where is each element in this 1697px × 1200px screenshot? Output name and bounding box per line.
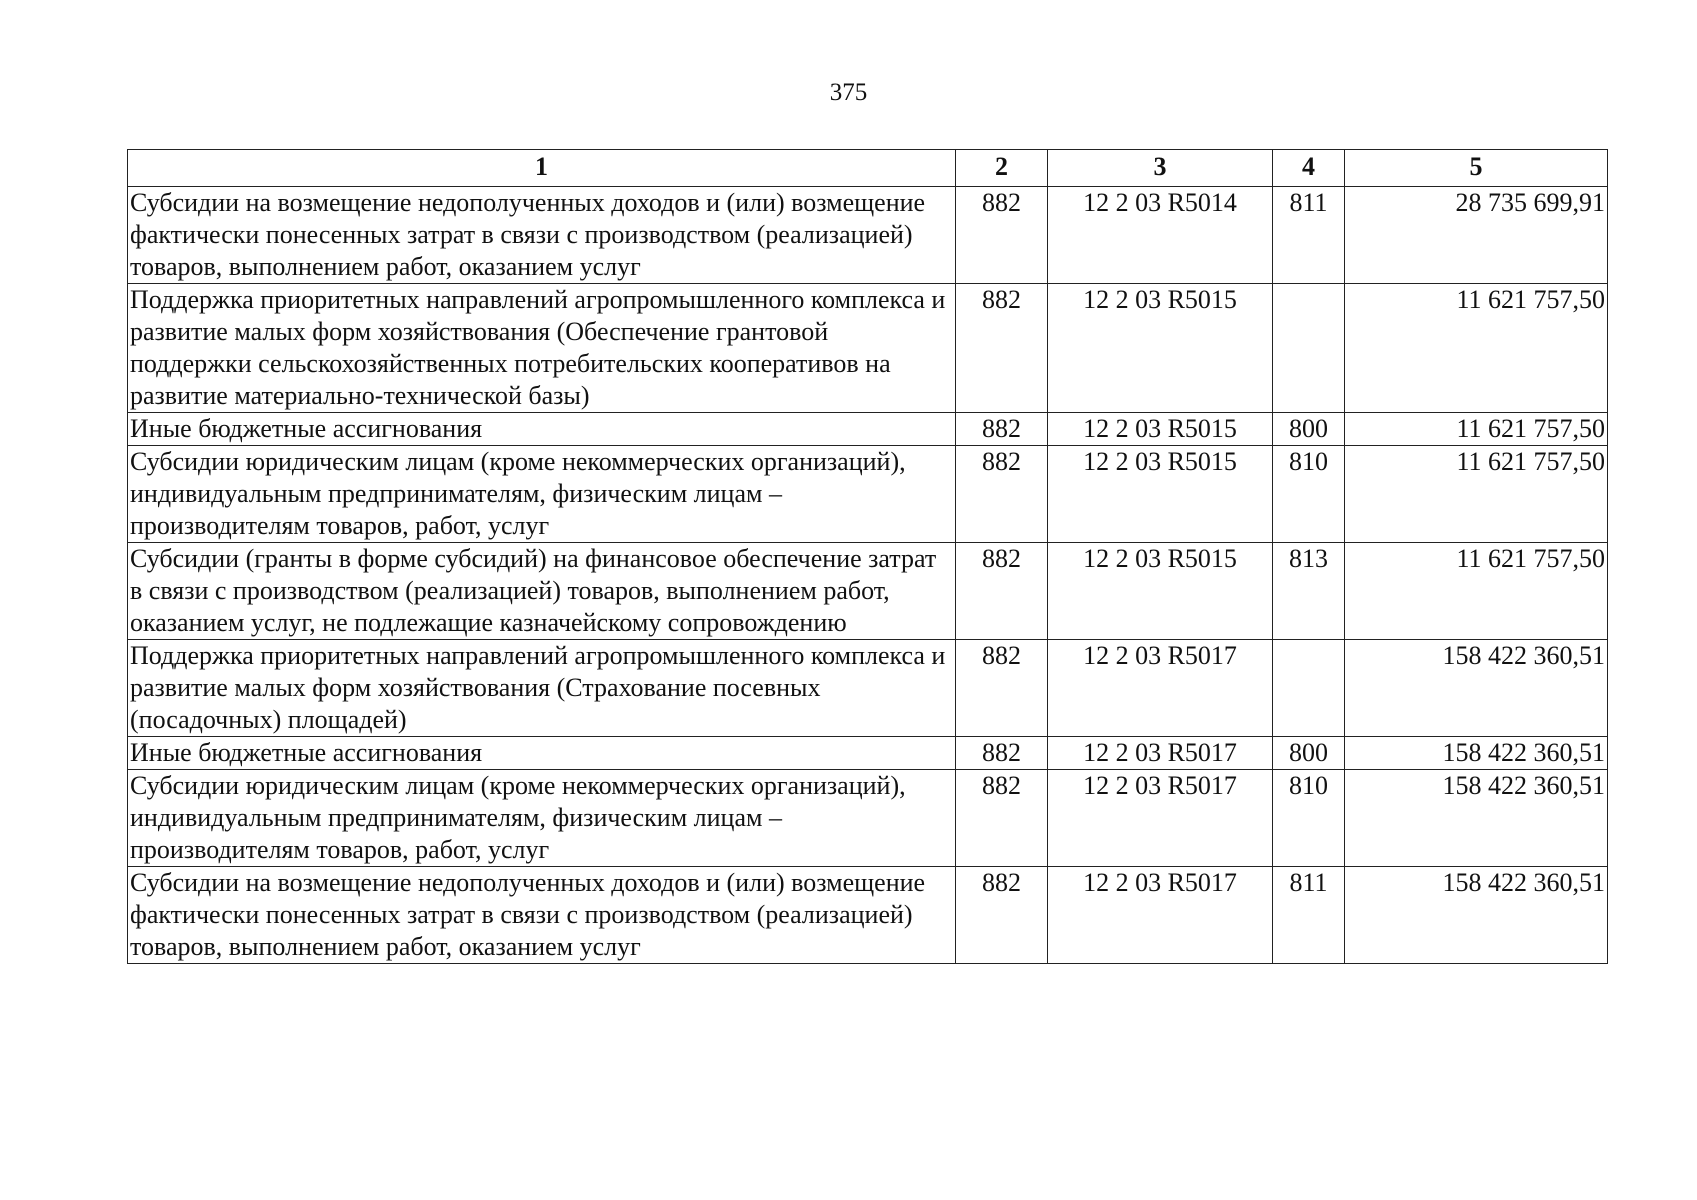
cell-csr: 12 2 03 R5017 (1048, 640, 1273, 737)
header-col-2: 2 (956, 150, 1048, 187)
cell-amount: 11 621 757,50 (1345, 284, 1608, 413)
cell-amount: 28 735 699,91 (1345, 187, 1608, 284)
cell-grbs: 882 (956, 187, 1048, 284)
cell-amount: 11 621 757,50 (1345, 413, 1608, 446)
table-row (128, 640, 1608, 737)
cell-vr (1273, 640, 1345, 737)
cell-vr: 800 (1273, 737, 1345, 770)
table-row (128, 867, 1608, 964)
cell-grbs: 882 (956, 737, 1048, 770)
table-row (128, 187, 1608, 284)
table-row (128, 284, 1608, 413)
cell-csr: 12 2 03 R5015 (1048, 413, 1273, 446)
cell-amount: 158 422 360,51 (1345, 640, 1608, 737)
cell-name: Иные бюджетные ассигнования (128, 737, 956, 770)
header-col-5: 5 (1345, 150, 1608, 187)
cell-name: Поддержка приоритетных направлений агропромышленного комплекса и развитие малых форм хозяйствования (Обеспечение грантовой поддержки сельскохозяйственных потребительских кооперативов на развитие материально-технической базы) (128, 284, 956, 413)
cell-vr: 800 (1273, 413, 1345, 446)
cell-grbs: 882 (956, 867, 1048, 964)
cell-name: Субсидии юридическим лицам (кроме некоммерческих организаций), индивидуальным предпринимателям, физическим лицам – производителям товаров, работ, услуг (128, 770, 956, 867)
cell-grbs: 882 (956, 446, 1048, 543)
cell-name: Субсидии (гранты в форме субсидий) на финансовое обеспечение затрат в связи с производством (реализацией) товаров, выполнением работ, оказанием услуг, не подлежащие казначейскому сопровождению (128, 543, 956, 640)
cell-csr: 12 2 03 R5015 (1048, 284, 1273, 413)
cell-amount: 158 422 360,51 (1345, 867, 1608, 964)
header-col-3: 3 (1048, 150, 1273, 187)
table-row (128, 770, 1608, 867)
cell-amount: 158 422 360,51 (1345, 737, 1608, 770)
cell-grbs: 882 (956, 543, 1048, 640)
cell-csr: 12 2 03 R5014 (1048, 187, 1273, 284)
cell-csr: 12 2 03 R5017 (1048, 867, 1273, 964)
cell-csr: 12 2 03 R5017 (1048, 770, 1273, 867)
cell-name: Субсидии на возмещение недополученных доходов и (или) возмещение фактически понесенных затрат в связи с производством (реализацией) товаров, выполнением работ, оказанием услуг (128, 187, 956, 284)
cell-name: Субсидии на возмещение недополученных доходов и (или) возмещение фактически понесенных затрат в связи с производством (реализацией) товаров, выполнением работ, оказанием услуг (128, 867, 956, 964)
cell-vr: 811 (1273, 187, 1345, 284)
table-row (128, 543, 1608, 640)
cell-vr: 810 (1273, 770, 1345, 867)
table-row (128, 413, 1608, 446)
cell-csr: 12 2 03 R5015 (1048, 446, 1273, 543)
cell-grbs: 882 (956, 770, 1048, 867)
header-col-1: 1 (128, 150, 956, 187)
page-number: 375 (829, 79, 868, 106)
cell-grbs: 882 (956, 284, 1048, 413)
cell-vr (1273, 284, 1345, 413)
cell-vr: 811 (1273, 867, 1345, 964)
cell-csr: 12 2 03 R5017 (1048, 737, 1273, 770)
cell-vr: 810 (1273, 446, 1345, 543)
cell-amount: 11 621 757,50 (1345, 543, 1608, 640)
cell-name: Субсидии юридическим лицам (кроме некоммерческих организаций), индивидуальным предпринимателям, физическим лицам – производителям товаров, работ, услуг (128, 446, 956, 543)
cell-grbs: 882 (956, 413, 1048, 446)
header-col-4: 4 (1273, 150, 1345, 187)
cell-csr: 12 2 03 R5015 (1048, 543, 1273, 640)
table-row (128, 737, 1608, 770)
cell-amount: 11 621 757,50 (1345, 446, 1608, 543)
budget-table (127, 149, 1608, 964)
table-row (128, 446, 1608, 543)
cell-amount: 158 422 360,51 (1345, 770, 1608, 867)
cell-name: Иные бюджетные ассигнования (128, 413, 956, 446)
cell-vr: 813 (1273, 543, 1345, 640)
cell-grbs: 882 (956, 640, 1048, 737)
cell-name: Поддержка приоритетных направлений агропромышленного комплекса и развитие малых форм хозяйствования (Страхование посевных (посадочных) площадей) (128, 640, 956, 737)
table-header-row (128, 150, 1608, 187)
